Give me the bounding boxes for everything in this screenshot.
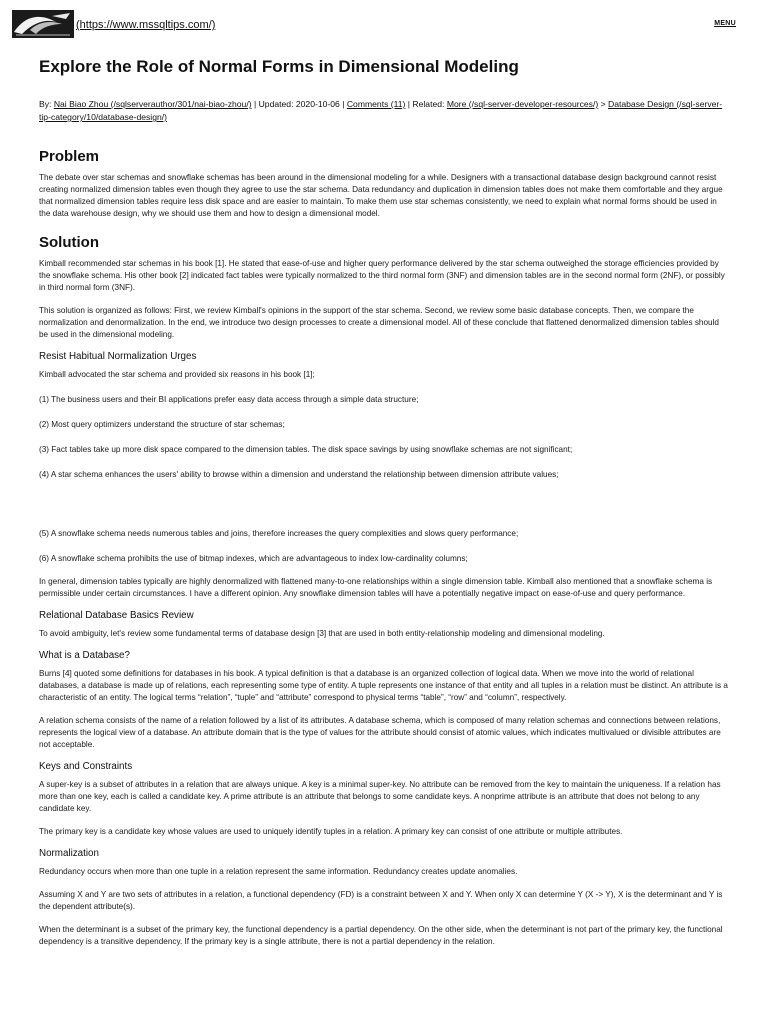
top-bar (12, 10, 756, 40)
comments-link[interactable]: Comments (11) (346, 99, 406, 109)
home-link[interactable]: (https://www.mssqltips.com/) (76, 19, 216, 31)
what-is-database-heading: What is a Database? (39, 650, 130, 661)
category-link[interactable]: Database Design (/sql-server-tip-category/10/database-design/) (39, 99, 723, 122)
reason-item-6: (6) A snowflake schema prohibits the use of bitmap indexes, which are advantageous to index low-cardinality columns; (39, 554, 468, 563)
resist-heading: Resist Habitual Normalization Urges (39, 351, 197, 362)
updated-date: | Updated: 2020-10-06 | (251, 99, 347, 109)
article-title: Explore the Role of Normal Forms in Dimensional Modeling (39, 57, 519, 76)
normalization-paragraph-3: When the determinant is a subset of the primary key, the functional dependency is a partial dependency. On the other side, when the determinant is not part of the primary key, the functional dependency is a transitive dependency. If the primary key is a single attribute, there is not a partial dependency in the relation. (39, 925, 723, 946)
reason-item-3: (3) Fact tables take up more disk space compared to the dimension tables. The disk space savings by using snowflake schemas are not significant; (39, 445, 573, 454)
reason-item-2: (2) Most query optimizers understand the structure of star schemas; (39, 420, 285, 429)
site-logo[interactable] (12, 10, 74, 38)
normalization-paragraph-1: Redundancy occurs when more than one tuple in a relation represent the same information. Redundancy creates update anomalies. (39, 867, 518, 876)
normalization-paragraph-2: Assuming X and Y are two sets of attributes in a relation, a functional dependency (FD) is a constraint between X and Y. When only X can determine Y (X -> Y), X is the determinant and Y is the dependent attribute(s). (39, 890, 723, 911)
resist-conclusion: In general, dimension tables typically are highly denormalized with flattened many-to-one relationships within a single dimension table. Kimball also mentioned that a snowflake schema is permissible under certain circumstances. I have a different opinion. Any snowflake dimension tables will have a potentially negative impact on ease-of-use and query performance. (39, 577, 713, 598)
solution-paragraph-2: This solution is organized as follows: First, we review Kimball's opinions in the support of the star schema. Second, we review some basic database concepts. Then, we compare the normalization and denormalization. In the end, we introduce two design processes to create a dimensional model. All of these conclude that flattened denormalized dimension tables should be used in the dimensional modeling. (39, 306, 719, 339)
reason-item-4: (4) A star schema enhances the users' ability to browse within a dimension and understand the relationship between dimension attribute values; (39, 470, 559, 479)
basics-paragraph: To avoid ambiguity, let's review some fundamental terms of database design [3] that are used in both entity-relationship modeling and dimensional modeling. (39, 629, 605, 638)
logo-mark-icon (12, 10, 74, 38)
reason-item-5: (5) A snowflake schema needs numerous tables and joins, therefore increases the query complexities and slows query performance; (39, 529, 519, 538)
keys-heading: Keys and Constraints (39, 761, 133, 772)
related-label: | Related: (405, 99, 447, 109)
by-label: By: (39, 99, 54, 109)
breadcrumb-separator: > (598, 99, 608, 109)
keys-paragraph-2: The primary key is a candidate key whose values are used to uniquely identify tuples in a relation. A primary key can consist of one attribute or multiple attributes. (39, 827, 623, 836)
resist-intro: Kimball advocated the star schema and provided six reasons in his book [1]; (39, 370, 315, 379)
basics-heading: Relational Database Basics Review (39, 610, 194, 621)
keys-paragraph-1: A super-key is a subset of attributes in a relation that are always unique. A key is a minimal super-key. No attribute can be removed from the key to maintain the uniqueness. If a relation has more than one key, each is called a candidate key. A prime attribute is an attribute that belongs to some candidate keys. A nonprime attribute is an attribute that does not belong to any candidate key. (39, 780, 721, 813)
article-meta (39, 98, 729, 124)
solution-heading: Solution (39, 234, 99, 251)
solution-paragraph-1: Kimball recommended star schemas in his book [1]. He stated that ease-of-use and higher query performance delivered by the star schema outweighed the storage efficiencies provided by the snowflake schema. His other book [2] indicated fact tables were typically normalized to the third normal form (3NF) and dimension tables are in the second normal form (2NF), or possibly in third normal form (3NF). (39, 259, 725, 292)
problem-paragraph: The debate over star schemas and snowflake schemas has been around in the dimensional modeling for a while. Designers with a transactional database design background cannot resist creating normalized dimension tables even though they agree to use the star schema. Data redundancy and duplication in dimension tables does not make them comfortable and they argue that normalized dimension tables require less disk space and are easier to maintain. To make them use star schemas consistently, we need to explain what normal forms should be used in the data warehouse design, why we should use them and how to design a dimensional model. (39, 173, 723, 218)
menu-button[interactable]: MENU (714, 20, 736, 27)
database-paragraph-1: Burns [4] quoted some definitions for databases in his book. A typical definition is that a database is an organized collection of logical data. When we move into the world of relational databases, a database is made up of relations, each representing some type of entity. A tuple represents one instance of that entity and all tuples in a relation must be distinct. An attribute is a characteristic of an entity. The logical terms “relation”, “tuple” and “attribute” correspond to physical terms “table”, “row” and “column”, respectively. (39, 669, 728, 702)
normalization-heading: Normalization (39, 848, 99, 859)
problem-heading: Problem (39, 148, 100, 165)
reason-item-1: (1) The business users and their BI applications prefer easy data access through a simple data structure; (39, 395, 419, 404)
article (39, 56, 729, 948)
author-link[interactable]: Nai Biao Zhou (/sqlserverauthor/301/nai-biao-zhou/) (53, 99, 252, 109)
database-paragraph-2: A relation schema consists of the name of a relation followed by a list of its attributes. A database schema, which is composed of many relation schemas and connections between relations, represents the logical view of a database. An attribute domain that is the type of values for the attribute should consist of atomic values, which indicates multivalued or divisible attributes are not acceptable. (39, 716, 721, 749)
related-more-link[interactable]: More (/sql-server-developer-resources/) (446, 99, 599, 109)
